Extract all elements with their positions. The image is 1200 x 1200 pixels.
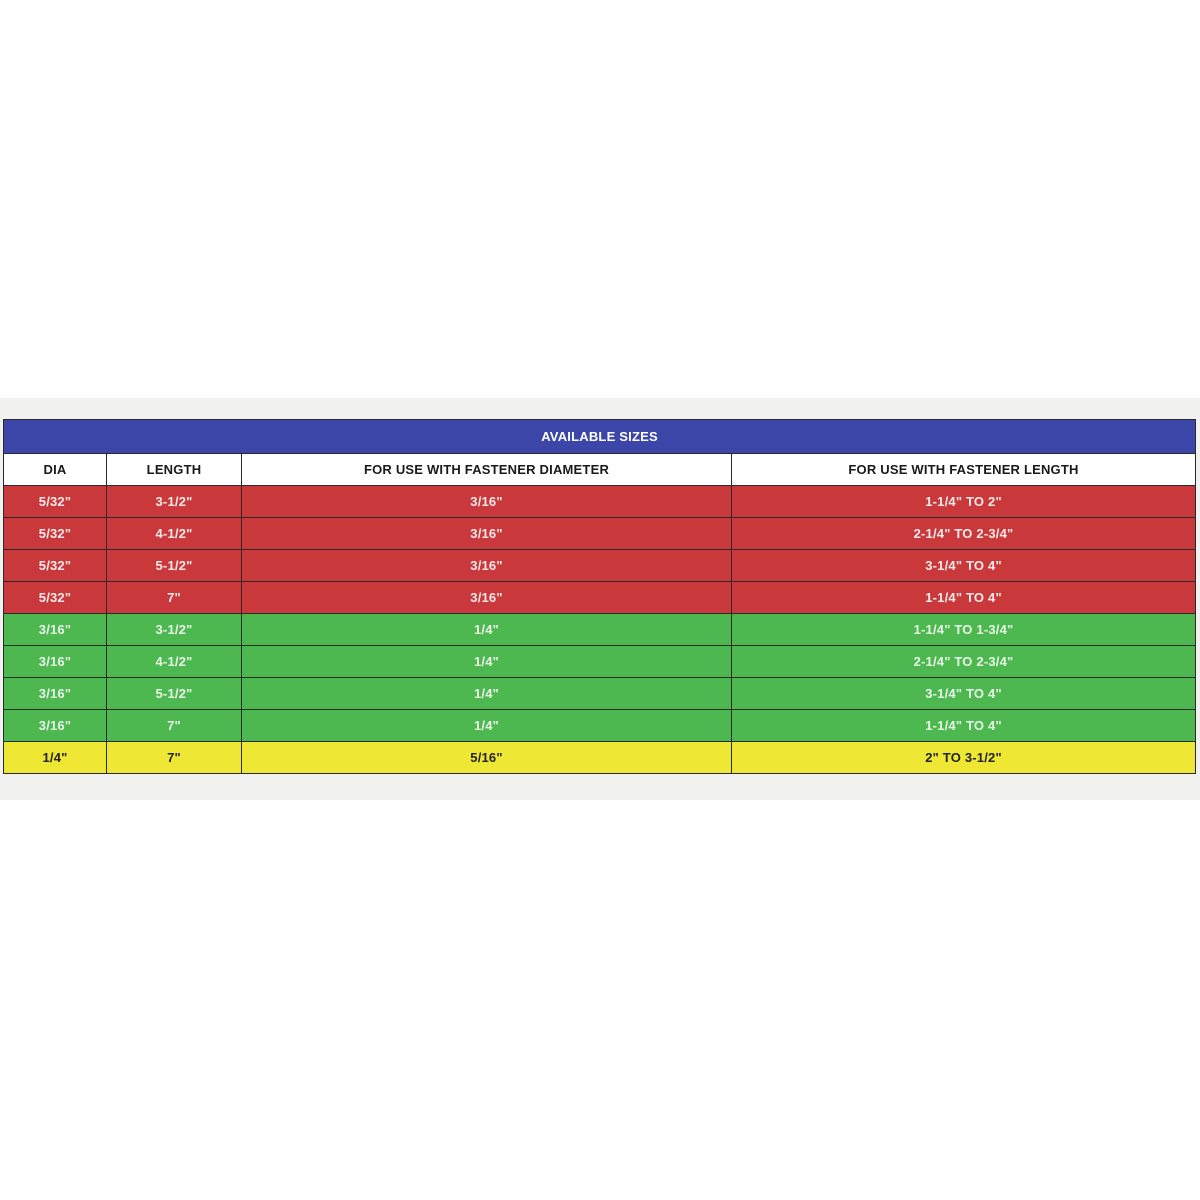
table-row xyxy=(4,550,1196,582)
header-fastener-length: FOR USE WITH FASTENER LENGTH xyxy=(732,454,1196,486)
cell-length: 7" xyxy=(107,582,242,614)
cell-length: 4-1/2" xyxy=(107,518,242,550)
table-row xyxy=(4,582,1196,614)
cell-fastener-diameter: 5/16" xyxy=(242,742,732,774)
header-length: LENGTH xyxy=(107,454,242,486)
table-row xyxy=(4,614,1196,646)
cell-length: 3-1/2" xyxy=(107,486,242,518)
cell-length: 5-1/2" xyxy=(107,550,242,582)
cell-fastener-length: 1-1/4" TO 2" xyxy=(732,486,1196,518)
cell-fastener-length: 1-1/4" TO 4" xyxy=(732,710,1196,742)
cell-fastener-diameter: 1/4" xyxy=(242,614,732,646)
cell-dia: 3/16" xyxy=(4,614,107,646)
cell-fastener-diameter: 1/4" xyxy=(242,678,732,710)
table-row xyxy=(4,710,1196,742)
cell-fastener-length: 3-1/4" TO 4" xyxy=(732,550,1196,582)
cell-fastener-diameter: 3/16" xyxy=(242,518,732,550)
cell-fastener-length: 1-1/4" TO 1-3/4" xyxy=(732,614,1196,646)
cell-fastener-length: 3-1/4" TO 4" xyxy=(732,678,1196,710)
cell-fastener-length: 2-1/4" TO 2-3/4" xyxy=(732,518,1196,550)
cell-fastener-length: 2" TO 3-1/2" xyxy=(732,742,1196,774)
cell-dia: 3/16" xyxy=(4,710,107,742)
table-row xyxy=(4,486,1196,518)
cell-length: 3-1/2" xyxy=(107,614,242,646)
table-body xyxy=(4,486,1196,774)
cell-dia: 1/4" xyxy=(4,742,107,774)
cell-length: 7" xyxy=(107,710,242,742)
table-row xyxy=(4,678,1196,710)
cell-dia: 5/32" xyxy=(4,486,107,518)
cell-length: 7" xyxy=(107,742,242,774)
cell-fastener-diameter: 3/16" xyxy=(242,550,732,582)
cell-fastener-diameter: 1/4" xyxy=(242,646,732,678)
header-fastener-diameter: FOR USE WITH FASTENER DIAMETER xyxy=(242,454,732,486)
cell-dia: 5/32" xyxy=(4,582,107,614)
cell-dia: 3/16" xyxy=(4,646,107,678)
table-row xyxy=(4,518,1196,550)
cell-length: 4-1/2" xyxy=(107,646,242,678)
table-row xyxy=(4,742,1196,774)
cell-fastener-length: 2-1/4" TO 2-3/4" xyxy=(732,646,1196,678)
header-dia: DIA xyxy=(4,454,107,486)
cell-fastener-length: 1-1/4" TO 4" xyxy=(732,582,1196,614)
cell-dia: 5/32" xyxy=(4,550,107,582)
table-title: AVAILABLE SIZES xyxy=(4,420,1196,454)
table-title-row xyxy=(4,420,1196,454)
cell-dia: 3/16" xyxy=(4,678,107,710)
table-row xyxy=(4,646,1196,678)
cell-fastener-diameter: 3/16" xyxy=(242,582,732,614)
cell-dia: 5/32" xyxy=(4,518,107,550)
cell-fastener-diameter: 3/16" xyxy=(242,486,732,518)
cell-length: 5-1/2" xyxy=(107,678,242,710)
available-sizes-table xyxy=(3,419,1196,774)
cell-fastener-diameter: 1/4" xyxy=(242,710,732,742)
table-header-row xyxy=(4,454,1196,486)
